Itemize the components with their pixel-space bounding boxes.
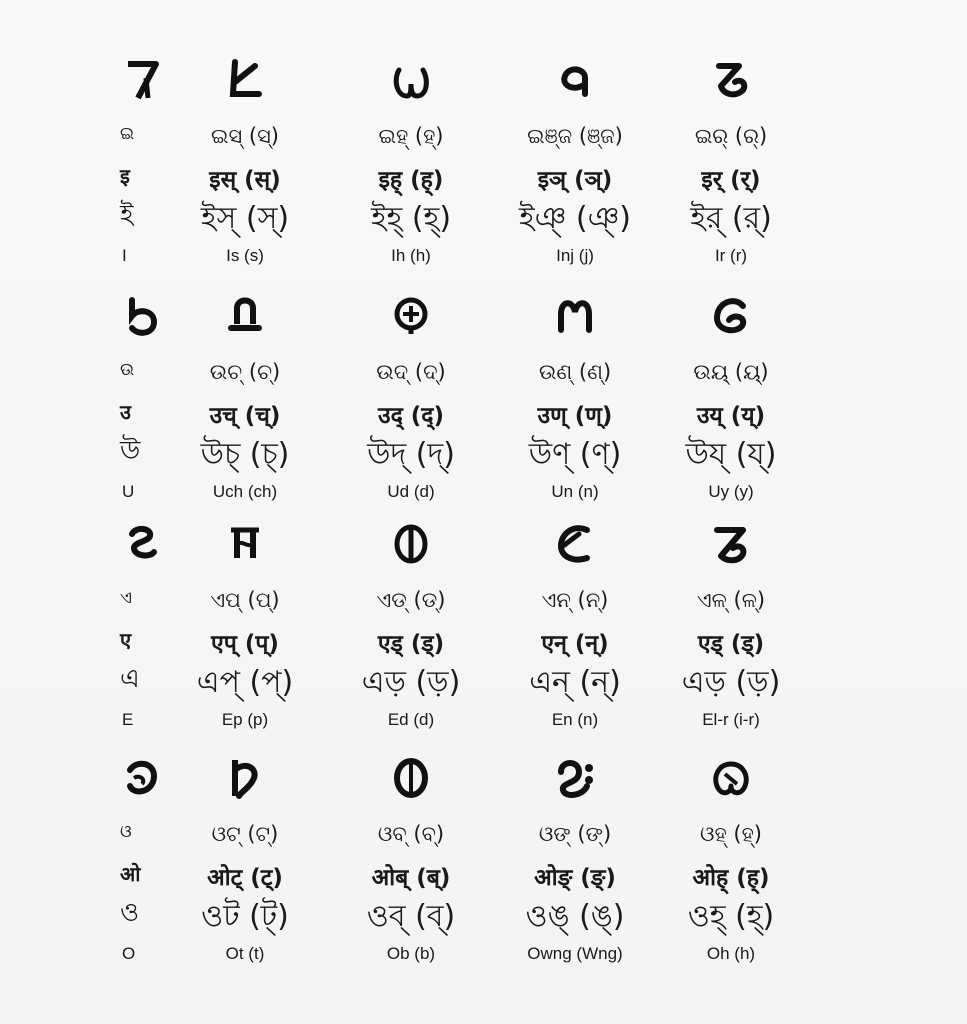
odia-text: ଏଡ୍ (ଡ୍) <box>376 588 446 612</box>
odia-text: ଏନ୍ (ନ୍) <box>541 588 609 612</box>
hindi-text: इह् (ह्) <box>378 167 444 193</box>
odia-text: ଓହ୍ (ହ୍) <box>699 822 763 846</box>
ol-chiki-uch-icon <box>160 294 330 344</box>
hindi-text: ओङ् (ङ्) <box>534 865 616 891</box>
hindi-text: उण् (ण्) <box>537 403 613 429</box>
hindi-text: इस् (स्) <box>209 167 281 193</box>
hindi-text: इर् (र्) <box>701 167 761 193</box>
odia-text: ଉଚ୍ (ଚ୍) <box>209 360 281 384</box>
roman-text: O <box>122 944 136 963</box>
odia-text: ଓଟ୍ (ଟ୍) <box>211 822 279 846</box>
bengali-text: ইঞ্ (ঞ্) <box>519 201 631 236</box>
bengali-text: ওহ্ (হ্) <box>687 899 775 934</box>
ol-chiki-ud-icon <box>326 294 496 344</box>
ol-chiki-edd-icon <box>326 522 496 572</box>
ol-chiki-oh-icon <box>646 756 816 806</box>
odia-text: ଓ <box>120 822 132 842</box>
ol-chiki-unn-icon <box>490 294 660 344</box>
hindi-text: इ <box>120 164 130 188</box>
letter-group-i <box>0 58 967 288</box>
ol-chiki-en-icon <box>490 522 660 572</box>
roman-text: Ud (d) <box>387 482 435 501</box>
odia-text: ଏଳ୍ (ଳ୍) <box>696 588 766 612</box>
roman-text: U <box>122 482 135 501</box>
odia-text: ଇ <box>120 124 135 144</box>
odia-text: ଇସ୍ (ସ୍) <box>211 124 279 148</box>
roman-text: Ob (b) <box>386 944 436 963</box>
ol-chiki-aah-icon <box>160 58 330 108</box>
roman-text: I <box>122 246 127 265</box>
odia-text: ଉୟ୍ (ୟ୍) <box>693 360 769 384</box>
odia-text: ଇଞ୍ଜ (ଞ୍ଜ) <box>527 124 623 148</box>
bengali-text: এ <box>120 664 140 694</box>
hindi-text: ओट् (ट्) <box>207 865 283 891</box>
ol-chiki-aaj-icon <box>326 58 496 108</box>
hindi-text: ए <box>120 628 132 652</box>
hindi-text: उद् (द्) <box>377 403 445 429</box>
bengali-text: উয্ (য্) <box>685 437 777 472</box>
bengali-text: এপ্ (প্) <box>196 665 294 700</box>
bengali-text: ইর্ (র্) <box>690 201 772 236</box>
bengali-text: উদ্ (দ্) <box>367 437 455 472</box>
roman-text: Is (s) <box>226 246 264 265</box>
hindi-text: ओब् (ब्) <box>371 865 451 891</box>
hindi-text: उय् (य्) <box>696 403 766 429</box>
odia-text: ଓଙ୍ (ଙ୍) <box>538 822 612 846</box>
roman-text: E <box>122 710 134 729</box>
bengali-text: এন্ (ন্) <box>529 665 621 700</box>
ol-chiki-err-icon <box>646 522 816 572</box>
ol-chiki-uy-icon <box>646 294 816 344</box>
bengali-text: ও <box>120 898 140 928</box>
odia-text: ଉ <box>120 360 135 380</box>
odia-text: ଏ <box>120 588 132 608</box>
hindi-text: इञ् (ञ्) <box>537 167 613 193</box>
bengali-text: উ <box>120 436 141 466</box>
bengali-text: এড় (ড়) <box>681 665 781 700</box>
roman-text: Owng (Wng) <box>527 944 623 963</box>
bengali-text: ওব্ (ব্) <box>366 899 456 934</box>
roman-text: Ih (h) <box>391 246 431 265</box>
letter-group-o <box>0 756 967 986</box>
odia-text: ଉଣ୍ (ଣ୍) <box>538 360 612 384</box>
roman-text: Ep (p) <box>221 710 269 729</box>
roman-text: Inj (j) <box>556 246 594 265</box>
bengali-text: ইস্ (স্) <box>200 201 290 236</box>
roman-text: Uch (ch) <box>212 482 278 501</box>
hindi-text: उ <box>120 400 131 424</box>
odia-text: ଏପ୍ (ପ୍) <box>210 588 280 612</box>
hindi-text: एप् (प्) <box>211 631 279 657</box>
ol-chiki-ep-icon <box>160 522 330 572</box>
bengali-text: এড় (ড়) <box>361 665 461 700</box>
hindi-text: ओह् (ह्) <box>692 865 770 891</box>
hindi-text: एन् (न्) <box>541 631 609 657</box>
ol-chiki-aar-icon <box>646 58 816 108</box>
roman-text: Uy (y) <box>708 482 754 501</box>
hindi-text: उच् (च्) <box>209 403 281 429</box>
odia-text: ଉଦ୍ (ଦ୍) <box>376 360 446 384</box>
roman-text: El-r (i-r) <box>702 710 760 729</box>
bengali-text: ওট (ট্) <box>201 899 289 934</box>
roman-text: Ir (r) <box>714 246 748 265</box>
ol-chiki-aang-icon <box>490 58 660 108</box>
bengali-text: উণ্ (ণ্) <box>528 437 622 472</box>
roman-text: Ed (d) <box>387 710 435 729</box>
roman-text: En (n) <box>551 710 599 729</box>
odia-text: ଇର୍ (ର୍) <box>694 124 768 148</box>
hindi-text: एड् (ड्) <box>697 631 765 657</box>
bengali-text: ওঙ্ (ঙ্) <box>525 899 625 934</box>
hindi-text: एड् (ड्) <box>377 631 445 657</box>
roman-text: Un (n) <box>551 482 599 501</box>
odia-text: ଓବ୍ (ବ୍) <box>377 822 445 846</box>
ol-chiki-ott-icon <box>160 756 330 806</box>
ol-chiki-ov-icon <box>490 756 660 806</box>
ol-chiki-ob-icon <box>326 756 496 806</box>
letter-group-e <box>0 522 967 752</box>
bengali-text: উচ্ (চ্) <box>200 437 290 472</box>
odia-text: ଇହ୍ (ହ୍) <box>378 124 444 148</box>
bengali-text: ইহ্ (হ্) <box>370 201 452 236</box>
hindi-text: ओ <box>120 862 141 886</box>
roman-text: Ot (t) <box>225 944 265 963</box>
letter-group-u <box>0 294 967 524</box>
bengali-text: ই <box>120 200 134 230</box>
roman-text: Oh (h) <box>706 944 756 963</box>
